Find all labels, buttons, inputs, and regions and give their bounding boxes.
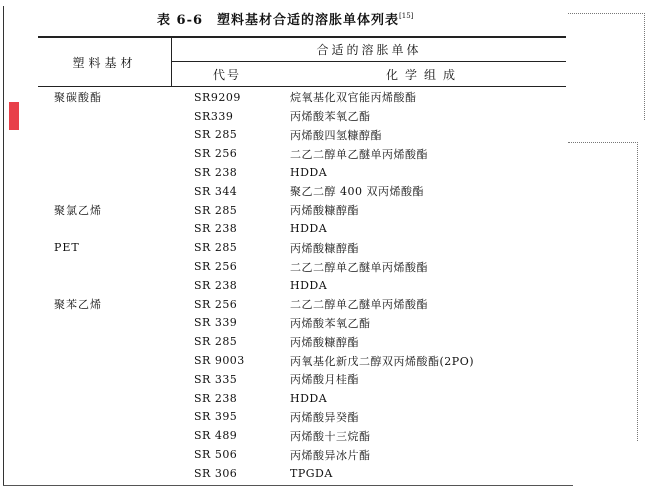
code-cell: SR 256 [194,147,238,161]
table-row [38,220,566,239]
header-substrate: 塑料基材 [72,56,137,70]
table-row [38,276,566,295]
table-row [38,332,566,351]
table-row [38,126,566,145]
chemical-name-cell: 二乙二醇单乙醚单丙烯酸酯 [290,298,428,312]
dotted-frame-top [568,13,645,120]
table-body [38,88,566,483]
chemical-name-cell: 丙烯酸异冰片酯 [290,448,371,462]
substrate-cell: 聚苯乙烯 [54,298,102,312]
red-margin-mark [9,102,19,130]
code-cell: SR 9003 [194,354,245,368]
chemical-name-cell: 丙烯酸异癸酯 [290,410,359,424]
chemical-name-cell: 丙烯酸四氢糠醇酯 [290,128,382,142]
chemical-name-cell: 丙烯酸十三烷酯 [290,429,371,443]
chemical-name-cell: HDDA [290,278,328,292]
code-cell: SR339 [194,109,234,123]
table-row [38,238,566,257]
table-row [38,314,566,333]
code-cell: SR 339 [194,316,238,330]
code-cell: SR 238 [194,166,238,180]
table-row [38,464,566,483]
table-row [38,408,566,427]
code-cell: SR 256 [194,297,238,311]
table-row [38,144,566,163]
code-cell: SR 344 [194,184,238,198]
header-mid-rule [172,61,566,62]
code-cell: SR 335 [194,372,238,386]
substrate-cell: 聚碳酸酯 [54,91,102,105]
code-cell: SR 285 [194,128,238,142]
chemical-name-cell: 丙烯酸苯氧乙酯 [290,316,371,330]
dotted-frame-bottom [568,142,638,441]
code-cell: SR 489 [194,429,238,443]
table-row [38,182,566,201]
code-cell: SR 285 [194,241,238,255]
chemical-name-cell: 丙烯酸月桂酯 [290,373,359,387]
chemical-name-cell: 丙氧基化新戊二醇双丙烯酸酯(2PO) [290,354,474,368]
table-row [38,389,566,408]
code-cell: SR 506 [194,448,238,462]
chemical-name-cell: 丙烯酸糠醇酯 [290,241,359,255]
table-row [38,426,566,445]
table-row [38,295,566,314]
header-code: 代号 [212,68,241,82]
chemical-name-cell: 丙烯酸苯氧乙酯 [290,110,371,124]
chemical-name-cell: 聚乙二醇 400 双丙烯酸酯 [290,185,424,199]
table-top-rule [38,36,566,38]
chemical-name-cell: 烷氧基化双官能丙烯酸酯 [290,91,417,105]
page-edge-left [3,6,4,486]
substrate-cell: 聚氯乙烯 [54,204,102,218]
code-cell: SR 306 [194,466,238,480]
table-row [38,370,566,389]
table-number: 表 6-6 [157,13,204,28]
chemical-name-cell: 二乙二醇单乙醚单丙烯酸酯 [290,147,428,161]
code-cell: SR 238 [194,222,238,236]
table-row [38,445,566,464]
chemical-name-cell: TPGDA [290,466,333,480]
chemical-name-cell: HDDA [290,166,328,180]
header-monomer-group: 合适的溶胀单体 [316,43,422,57]
table-row [38,88,566,107]
chemical-name-cell: HDDA [290,222,328,236]
code-cell: SR 395 [194,410,238,424]
chemical-name-cell: 丙烯酸糠醇酯 [290,204,359,218]
header-chemical-name: 化学组成 [385,68,462,82]
table-row [38,257,566,276]
table-row [38,351,566,370]
table-caption [157,9,413,28]
header-bottom-rule [38,86,566,87]
substrate-cell: PET [54,241,80,255]
code-cell: SR9209 [194,90,241,104]
chemical-name-cell: HDDA [290,391,328,405]
chemical-name-cell: 二乙二醇单乙醚单丙烯酸酯 [290,260,428,274]
code-cell: SR 238 [194,391,238,405]
page-edge-bottom [3,485,573,486]
table-row [38,107,566,126]
code-cell: SR 238 [194,278,238,292]
table-row [38,201,566,220]
chemical-name-cell: 丙烯酸糠醇酯 [290,335,359,349]
code-cell: SR 285 [194,203,238,217]
code-cell: SR 285 [194,335,238,349]
table-row [38,163,566,182]
reference-mark: [15] [399,12,414,20]
code-cell: SR 256 [194,260,238,274]
table-title: 塑料基材合适的溶胀单体列表 [217,13,400,28]
